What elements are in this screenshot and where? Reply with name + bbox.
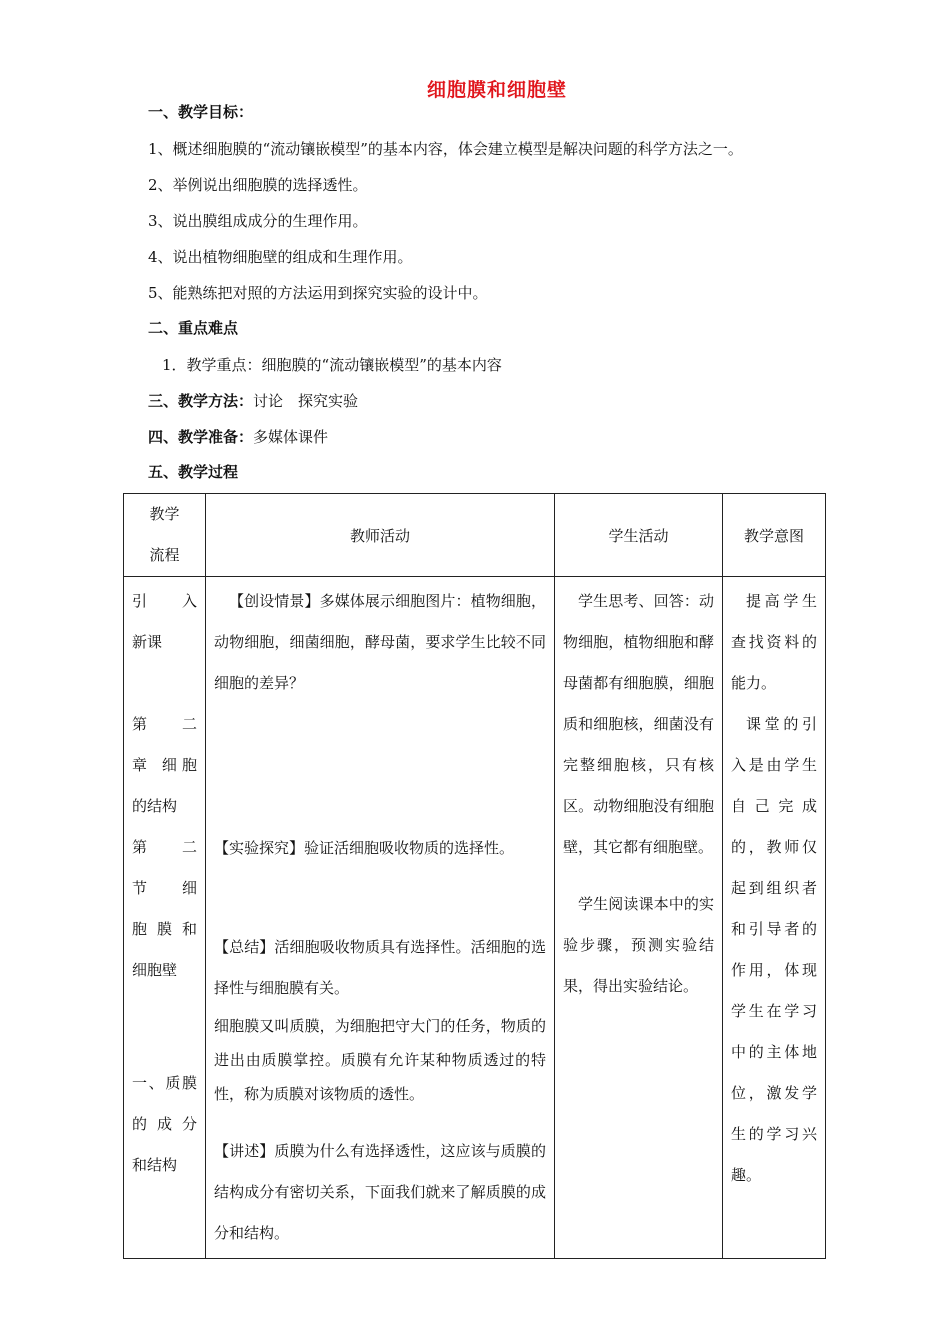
intent-paragraph: 提高学生查找资料的能力。 xyxy=(731,592,817,692)
goal-item-1: 1、概述细胞膜的“流动镶嵌模型”的基本内容，体会建立模型是解决问题的科学方法之一。 xyxy=(148,140,743,158)
goals-heading: 一、教学目标： xyxy=(148,103,254,121)
header-flow-line2: 流程 xyxy=(149,546,180,564)
teacher-paragraph: 【创设情景】多媒体展示细胞图片：植物细胞，动物细胞，细菌细胞，酵母菌，要求学生比较不同细胞的差异？ xyxy=(214,592,546,692)
header-intent: 教学意图 xyxy=(723,494,826,577)
intent-cell xyxy=(723,577,826,1259)
flow-line: 的 成 分 xyxy=(132,1115,197,1133)
goal-item-4: 4、说出植物细胞壁的组成和生理作用。 xyxy=(148,248,413,266)
flow-line: 第 二 xyxy=(132,715,197,733)
teacher-paragraph: 【讲述】质膜为什么有选择透性，这应该与质膜的结构成分有密切关系，下面我们就来了解质膜的成分和结构。 xyxy=(214,1142,546,1242)
student-paragraph: 学生思考、回答：动物细胞，植物细胞和酵母菌都有细胞膜，细胞质和细胞核，细菌没有完整细胞核，只有核区。动物细胞没有细胞壁，其它都有细胞壁。 xyxy=(563,592,714,856)
header-flow-line1: 教学 xyxy=(149,505,180,523)
table-row xyxy=(124,577,826,1259)
header-flow xyxy=(124,494,206,577)
prep-label: 四、教学准备： xyxy=(148,428,254,446)
flow-line: 和结构 xyxy=(132,1156,178,1174)
flow-line: 细胞壁 xyxy=(132,961,178,979)
student-paragraph: 学生阅读课本中的实验步骤，预测实验结果，得出实验结论。 xyxy=(563,895,714,995)
prep-line xyxy=(148,426,328,447)
flow-line: 的结构 xyxy=(132,797,178,815)
intent-paragraph: 课堂的引入是由学生自己完成的，教师仅起到组织者和引导者的作用，体现学生在学习中的主体地位，激发学生的学习兴趣。 xyxy=(731,715,817,1184)
method-line xyxy=(148,390,358,411)
table-header-row xyxy=(124,494,826,577)
process-heading: 五、教学过程 xyxy=(148,463,239,481)
method-label: 三、教学方法： xyxy=(148,392,254,410)
flow-line: 章 细胞 xyxy=(132,756,197,774)
flow-line: 节 细 xyxy=(132,879,197,897)
document-title: 细胞膜和细胞壁 xyxy=(426,79,567,101)
teacher-cell xyxy=(206,577,555,1259)
teacher-paragraph: 【总结】活细胞吸收物质具有选择性。活细胞的选择性与细胞膜有关。 xyxy=(214,938,546,997)
goal-item-5: 5、能熟练把对照的方法运用到探究实验的设计中。 xyxy=(148,284,488,302)
prep-value: 多媒体课件 xyxy=(253,428,329,446)
header-teacher: 教师活动 xyxy=(206,494,555,577)
difficulty-heading: 二、重点难点 xyxy=(148,319,239,337)
teaching-process-table xyxy=(123,493,826,1259)
teacher-paragraph: 【实验探究】验证活细胞吸收物质的选择性。 xyxy=(214,839,515,857)
student-cell xyxy=(555,577,723,1259)
flow-line: 一、质膜 xyxy=(132,1074,197,1092)
flow-line: 新课 xyxy=(132,633,163,651)
header-student: 学生活动 xyxy=(555,494,723,577)
flow-line: 第 二 xyxy=(132,838,197,856)
teacher-paragraph: 细胞膜又叫质膜，为细胞把守大门的任务，物质的进出由质膜掌控。质膜有允许某种物质透过的特性，称为质膜对该物质的透性。 xyxy=(214,1017,546,1103)
flow-cell xyxy=(124,577,206,1259)
goal-item-3: 3、说出膜组成成分的生理作用。 xyxy=(148,212,368,230)
goal-item-2: 2、举例说出细胞膜的选择透性。 xyxy=(148,176,368,194)
difficulty-item: 1．教学重点：细胞膜的“流动镶嵌模型”的基本内容 xyxy=(162,356,502,374)
flow-line: 引 入 xyxy=(132,592,197,610)
flow-line: 胞 膜 和 xyxy=(132,920,197,938)
method-value: 讨论 探究实验 xyxy=(253,392,359,410)
